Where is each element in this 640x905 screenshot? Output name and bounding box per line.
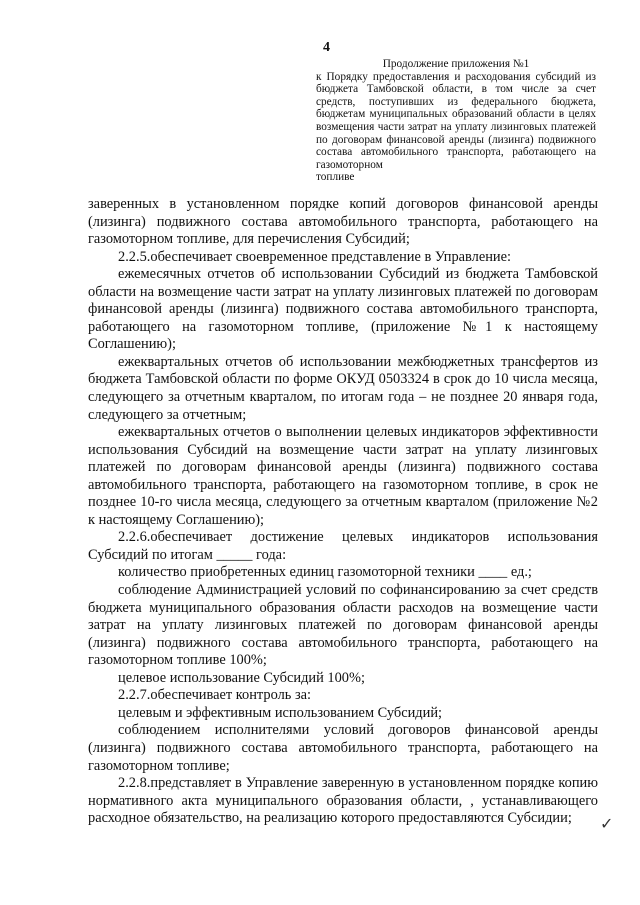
paragraph: ежеквартальных отчетов о выполнении целевых индикаторов эффективности использования Субсидий на возмещение части затрат на уплату лизинговых платежей по договорам финансовой аренды (лизинга) подвижного состава автомобильного транспорта, работающего на газомоторном топливе, в срок не позднее 10-го числа месяца, следующего за отчетным кварталом (приложение №2 к настоящему Соглашению); (88, 424, 598, 528)
paragraph: заверенных в установленном порядке копий договоров финансовой аренды (лизинга) подвижного состава автомобильного транспорта, работающего на газомоторном топливе, для перечисления Субсидий; (88, 196, 598, 248)
paragraph: целевое использование Субсидий 100%; (118, 669, 365, 686)
paragraph: 2.2.5.обеспечивает своевременное представление в Управление: (118, 248, 512, 265)
paragraph: 2.2.8.представляет в Управление заверенную в установленном порядке копию нормативного акта муниципального образования области, , устанавливающего расходное обязательство, на реализацию которого предоставляются Субсидии; (88, 775, 598, 827)
paragraph: целевым и эффективным использованием Субсидий; (118, 704, 443, 721)
paragraph: количество приобретенных единиц газомоторной техники ____ ед.; (118, 564, 532, 581)
paragraph: ежеквартальных отчетов об использовании межбюджетных трансфертов из бюджета Тамбовской области по форме ОКУД 0503324 в срок до 10 числа месяца, следующего за отчетным кварталом, по итогам года – не позднее 20 января года, следующего за отчетным; (88, 353, 598, 423)
paragraph: соблюдение Администрацией условий по софинансированию за счет средств бюджета муниципального образования области расходов на возмещение части затрат на уплату лизинговых платежей по договорам финансовой аренды (лизинга) подвижного состава автомобильного транспорта, работающего на газомоторном топливе 100%; (88, 582, 598, 669)
paragraph: 2.2.7.обеспечивает контроль за: (118, 687, 312, 704)
appendix-body: к Порядку предоставления и расходования субсидий из бюджета Тамбовской области, в том числе за счет средств, поступивших из федерального бюджета, бюджетам муниципальных образований области в целях возмещения части затрат на уплату лизинговых платежей по договорам финансовой аренды (лизинга) подвижного состава автомобильного транспорта, работающего на газомоторном (316, 70, 596, 171)
paragraph: соблюдением исполнителями условий договоров финансовой аренды (лизинга) подвижного состава автомобильного транспорта, работающего на газомоторном топливе; (88, 722, 598, 774)
handwritten-checkmark-icon: ✓ (600, 814, 614, 833)
document-body (88, 196, 598, 828)
page-number: 4 (323, 40, 330, 55)
paragraph: ежемесячных отчетов об использовании Субсидий из бюджета Тамбовской области на возмещение части затрат на уплату лизинговых платежей по договорам финансовой аренды (лизинга) подвижного состава автомобильного транспорта, работающего на газомоторном топливе, (приложение №1 к настоящему Соглашению); (88, 266, 598, 353)
appendix-title: Продолжение приложения №1 (382, 58, 530, 70)
appendix-header (316, 58, 596, 184)
appendix-tail: топливе (316, 171, 355, 184)
paragraph: 2.2.6.обеспечивает достижение целевых индикаторов использования Субсидий по итогам _____ года: (88, 529, 598, 563)
